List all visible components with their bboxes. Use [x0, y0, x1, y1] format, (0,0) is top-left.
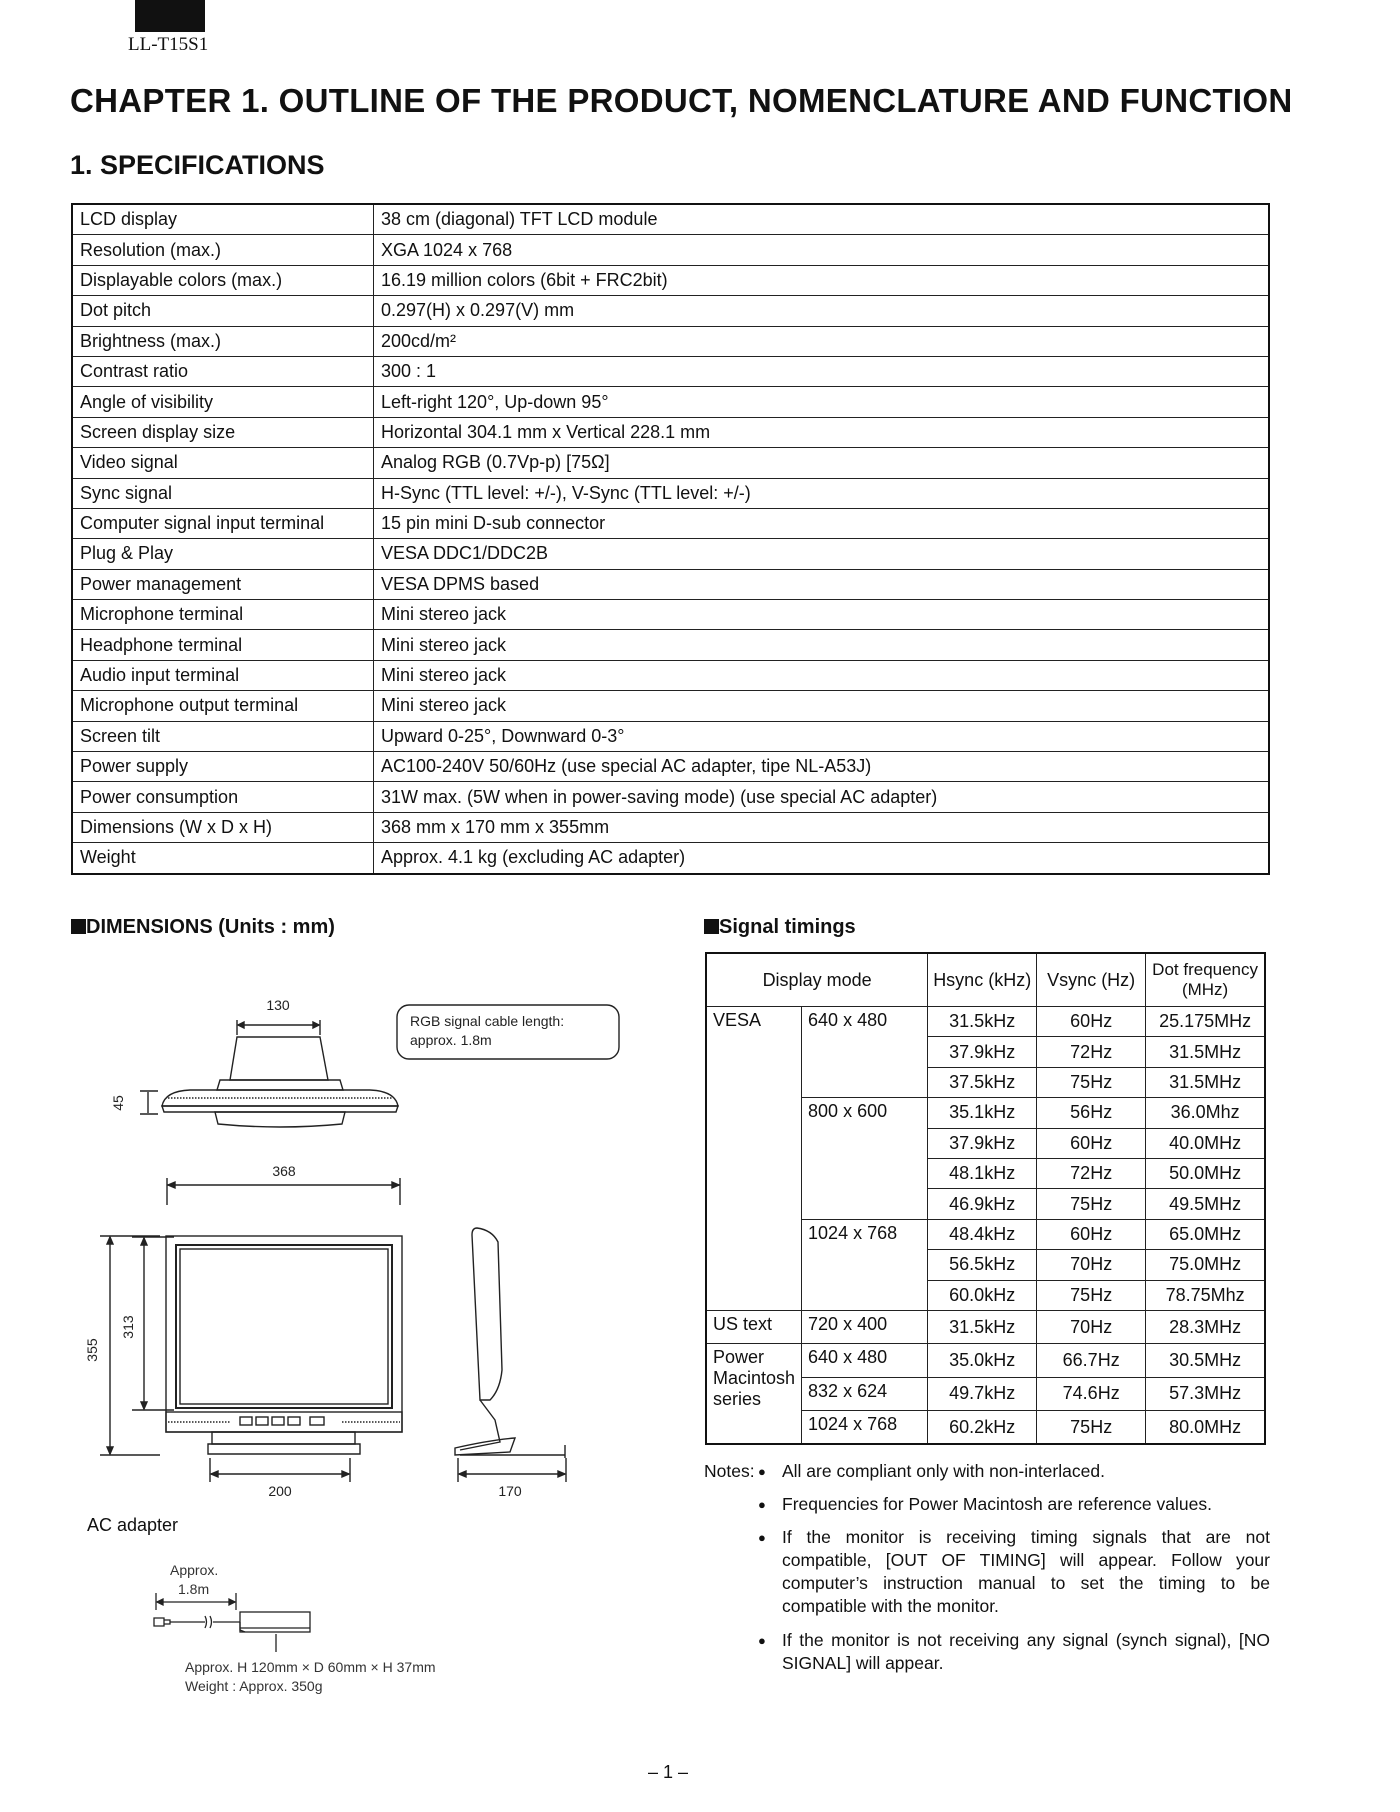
timing-hsync: 35.1kHz [928, 1098, 1037, 1128]
dim-height: 355 [84, 1338, 100, 1362]
spec-value: 15 pin mini D-sub connector [374, 508, 1270, 538]
timing-vsync: 60Hz [1037, 1219, 1146, 1249]
bullet-icon: ● [758, 1632, 766, 1648]
spec-value: Mini stereo jack [374, 691, 1270, 721]
dim-depth-top: 45 [110, 1095, 126, 1111]
ac-approx-text: Approx. [170, 1562, 219, 1578]
spec-row [72, 843, 1269, 874]
chapter-title: CHAPTER 1. OUTLINE OF THE PRODUCT, NOMENCLATURE AND FUNCTION [70, 82, 1293, 119]
spec-value: 0.297(H) x 0.297(V) mm [374, 296, 1270, 326]
timing-row [706, 1007, 1265, 1037]
timing-dot-frequency: 28.3MHz [1146, 1310, 1265, 1343]
timing-dot-frequency: 80.0MHz [1146, 1411, 1265, 1445]
timing-hsync: 48.4kHz [928, 1219, 1037, 1249]
timing-hsync: 31.5kHz [928, 1310, 1037, 1343]
header-dot-frequency-line1: Dot frequency [1152, 960, 1259, 980]
timing-resolution: 1024 x 768 [802, 1411, 928, 1445]
spec-value: Mini stereo jack [374, 660, 1270, 690]
header-dot-frequency-line2: (MHz) [1181, 980, 1229, 999]
bullet-icon: ● [758, 1530, 766, 1546]
timing-resolution: 640 x 480 [802, 1007, 928, 1098]
signal-timings-heading-text: Signal timings [719, 916, 856, 938]
timing-hsync: 35.0kHz [928, 1344, 1037, 1377]
dim-top-width: 130 [266, 997, 290, 1013]
spec-row [72, 265, 1269, 295]
spec-row [72, 812, 1269, 842]
notes-block [704, 1460, 1270, 1685]
timing-dot-frequency: 50.0MHz [1146, 1158, 1265, 1188]
spec-label: Contrast ratio [72, 356, 374, 386]
ac-adapter-drawing [150, 1560, 500, 1700]
timing-vsync: 75Hz [1037, 1067, 1146, 1097]
spec-row [72, 448, 1269, 478]
signal-timings-heading [704, 916, 856, 939]
spec-label: LCD display [72, 204, 374, 235]
dim-base-width: 200 [268, 1483, 292, 1499]
bullet-icon: ● [758, 1497, 766, 1513]
spec-value: 16.19 million colors (6bit + FRC2bit) [374, 265, 1270, 295]
spec-row [72, 387, 1269, 417]
timing-vsync: 60Hz [1037, 1128, 1146, 1158]
spec-row [72, 417, 1269, 447]
spec-value: 38 cm (diagonal) TFT LCD module [374, 204, 1270, 235]
cable-note-line2: approx. 1.8m [410, 1032, 492, 1048]
spec-row [72, 478, 1269, 508]
timing-group-label: VESA [706, 1007, 802, 1311]
monitor-side-view [455, 1228, 566, 1499]
spec-value: 300 : 1 [374, 356, 1270, 386]
timing-vsync: 75Hz [1037, 1411, 1146, 1445]
spec-value: Horizontal 304.1 mm x Vertical 228.1 mm [374, 417, 1270, 447]
ac-size-text: Approx. H 120mm × D 60mm × H 37mm [185, 1659, 436, 1675]
square-bullet-icon [71, 919, 86, 934]
note-item [704, 1629, 1270, 1675]
timing-dot-frequency: 36.0Mhz [1146, 1098, 1265, 1128]
spec-value: Mini stereo jack [374, 630, 1270, 660]
spec-label: Plug & Play [72, 539, 374, 569]
spec-row [72, 356, 1269, 386]
spec-label: Dimensions (W x D x H) [72, 812, 374, 842]
timing-resolution: 1024 x 768 [802, 1219, 928, 1310]
header-display-mode: Display mode [706, 953, 928, 1007]
spec-value: VESA DPMS based [374, 569, 1270, 599]
timing-group-label: Power Macintosh series [706, 1344, 802, 1445]
spec-row [72, 660, 1269, 690]
timing-resolution: 832 x 624 [802, 1377, 928, 1410]
header-dot-frequency [1146, 953, 1265, 1007]
timing-dot-frequency: 31.5MHz [1146, 1037, 1265, 1067]
dim-side-depth: 170 [498, 1483, 522, 1499]
spec-label: Angle of visibility [72, 387, 374, 417]
spec-row [72, 721, 1269, 751]
spec-value: H-Sync (TTL level: +/-), V-Sync (TTL level: +/-) [374, 478, 1270, 508]
timing-hsync: 60.0kHz [928, 1280, 1037, 1310]
timing-hsync: 37.9kHz [928, 1128, 1037, 1158]
timing-vsync: 66.7Hz [1037, 1344, 1146, 1377]
header-hsync: Hsync (kHz) [928, 953, 1037, 1007]
spec-label: Microphone terminal [72, 600, 374, 630]
timing-row [706, 1344, 1265, 1377]
spec-value: Analog RGB (0.7Vp-p) [75Ω] [374, 448, 1270, 478]
timing-hsync: 48.1kHz [928, 1158, 1037, 1188]
timing-hsync: 49.7kHz [928, 1377, 1037, 1410]
spec-row [72, 569, 1269, 599]
spec-value: Mini stereo jack [374, 600, 1270, 630]
spec-row [72, 600, 1269, 630]
spec-label: Power supply [72, 752, 374, 782]
ac-weight-text: Weight : Approx. 350g [185, 1678, 323, 1694]
spec-row [72, 508, 1269, 538]
timing-hsync: 37.9kHz [928, 1037, 1037, 1067]
page-number: – 1 – [648, 1762, 689, 1782]
timing-hsync: 31.5kHz [928, 1007, 1037, 1037]
spec-row [72, 630, 1269, 660]
spec-label: Power management [72, 569, 374, 599]
section-title: 1. SPECIFICATIONS [70, 150, 325, 180]
spec-value: Approx. 4.1 kg (excluding AC adapter) [374, 843, 1270, 874]
dimensions-drawing [80, 980, 640, 1510]
spec-label: Resolution (max.) [72, 235, 374, 265]
spec-label: Audio input terminal [72, 660, 374, 690]
timing-vsync: 70Hz [1037, 1250, 1146, 1280]
spec-label: Dot pitch [72, 296, 374, 326]
ac-adapter-label: AC adapter [87, 1515, 179, 1535]
timing-hsync: 37.5kHz [928, 1067, 1037, 1097]
spec-label: Displayable colors (max.) [72, 265, 374, 295]
notes-label: Notes: [704, 1461, 755, 1481]
spec-value: Upward 0-25°, Downward 0-3° [374, 721, 1270, 751]
bullet-icon: ● [758, 1464, 766, 1479]
spec-value: 31W max. (5W when in power-saving mode) (use special AC adapter) [374, 782, 1270, 812]
spec-value: XGA 1024 x 768 [374, 235, 1270, 265]
timing-hsync: 56.5kHz [928, 1250, 1037, 1280]
timing-dot-frequency: 75.0MHz [1146, 1250, 1265, 1280]
signal-timings-table [705, 952, 1266, 1445]
spec-value: 200cd/m² [374, 326, 1270, 356]
timing-vsync: 56Hz [1037, 1098, 1146, 1128]
timing-group-label: US text [706, 1310, 802, 1343]
timing-vsync: 75Hz [1037, 1280, 1146, 1310]
note-item [704, 1526, 1270, 1618]
timing-vsync: 60Hz [1037, 1007, 1146, 1037]
timing-dot-frequency: 40.0MHz [1146, 1128, 1265, 1158]
dim-width: 368 [272, 1163, 296, 1179]
spec-value: Left-right 120°, Up-down 95° [374, 387, 1270, 417]
specifications-table [71, 203, 1270, 875]
spec-label: Headphone terminal [72, 630, 374, 660]
timing-resolution: 640 x 480 [802, 1344, 928, 1377]
dim-screen-height: 313 [120, 1315, 136, 1339]
spec-row [72, 326, 1269, 356]
monitor-front-view [84, 1163, 402, 1499]
timing-resolution: 720 x 400 [802, 1310, 928, 1343]
spec-row [72, 782, 1269, 812]
timing-dot-frequency: 31.5MHz [1146, 1067, 1265, 1097]
spec-row [72, 296, 1269, 326]
spec-label: Screen display size [72, 417, 374, 447]
monitor-top-view [110, 997, 398, 1127]
model-number: LL-T15S1 [128, 34, 209, 55]
timing-dot-frequency: 49.5MHz [1146, 1189, 1265, 1219]
timing-resolution: 800 x 600 [802, 1098, 928, 1220]
timing-vsync: 72Hz [1037, 1037, 1146, 1067]
spec-label: Power consumption [72, 782, 374, 812]
spec-label: Sync signal [72, 478, 374, 508]
timing-dot-frequency: 65.0MHz [1146, 1219, 1265, 1249]
timing-dot-frequency: 78.75Mhz [1146, 1280, 1265, 1310]
spec-label: Brightness (max.) [72, 326, 374, 356]
dimensions-heading [71, 916, 335, 939]
timing-hsync: 46.9kHz [928, 1189, 1037, 1219]
dimensions-heading-text: DIMENSIONS (Units : mm) [86, 916, 335, 938]
timing-vsync: 74.6Hz [1037, 1377, 1146, 1410]
ac-length-text: 1.8m [178, 1581, 210, 1597]
timing-row [706, 1310, 1265, 1343]
cable-note-callout [397, 1005, 619, 1059]
timing-dot-frequency: 30.5MHz [1146, 1344, 1265, 1377]
header-vsync: Vsync (Hz) [1037, 953, 1146, 1007]
note-item [704, 1460, 1270, 1483]
note-text: Frequencies for Power Macintosh are reference values. [782, 1494, 1212, 1515]
spec-value: 368 mm x 170 mm x 355mm [374, 812, 1270, 842]
spec-label: Weight [72, 843, 374, 874]
note-text: All are compliant only with non-interlaced. [782, 1461, 1105, 1481]
square-bullet-icon [704, 919, 719, 934]
timing-dot-frequency: 57.3MHz [1146, 1377, 1265, 1410]
cable-note-line1: RGB signal cable length: [410, 1013, 565, 1029]
timing-vsync: 75Hz [1037, 1189, 1146, 1219]
spec-label: Computer signal input terminal [72, 508, 374, 538]
note-item [704, 1493, 1270, 1516]
header-black-tab [135, 0, 205, 32]
timing-hsync: 60.2kHz [928, 1411, 1037, 1445]
spec-value: AC100-240V 50/60Hz (use special AC adapter, tipe NL-A53J) [374, 752, 1270, 782]
timing-dot-frequency: 25.175MHz [1146, 1007, 1265, 1037]
timing-vsync: 70Hz [1037, 1310, 1146, 1343]
spec-row [72, 539, 1269, 569]
spec-row [72, 752, 1269, 782]
spec-label: Video signal [72, 448, 374, 478]
spec-label: Microphone output terminal [72, 691, 374, 721]
spec-row [72, 691, 1269, 721]
note-text: If the monitor is receiving timing signals that are not compatible, [OUT OF TIMING] will appear. Follow your computer’s instruction manual to set the timing to be compatible with the monitor. [782, 1527, 1270, 1617]
spec-row [72, 204, 1269, 235]
spec-label: Screen tilt [72, 721, 374, 751]
note-text: If the monitor is not receiving any signal (synch signal), [NO SIGNAL] will appear. [782, 1629, 1270, 1673]
spec-row [72, 235, 1269, 265]
timing-vsync: 72Hz [1037, 1158, 1146, 1188]
spec-value: VESA DDC1/DDC2B [374, 539, 1270, 569]
